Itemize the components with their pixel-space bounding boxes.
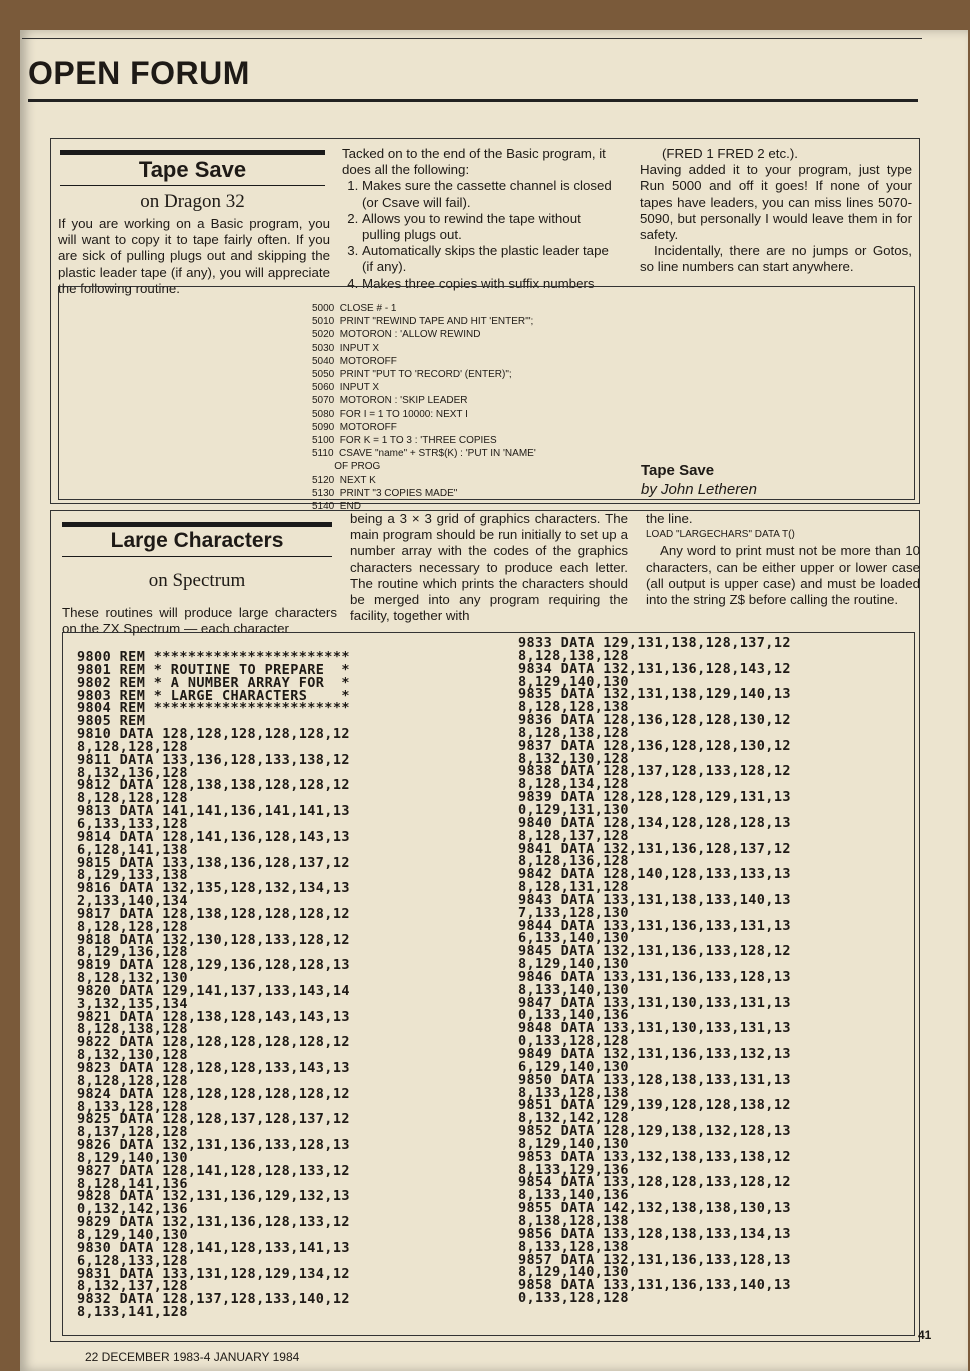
header-rule	[28, 99, 918, 102]
page-number: 41	[918, 1328, 932, 1342]
large-chars-title: Large Characters	[110, 529, 284, 552]
large-chars-load-line: LOAD "LARGECHARS" DATA T()	[646, 529, 795, 541]
large-chars-subtitle: on Spectrum	[148, 570, 246, 591]
tape-save-list	[342, 178, 620, 291]
list-item: 3. Automatically skips the plastic leader tape (if any).	[362, 243, 620, 275]
tape-save-title-underline	[60, 185, 325, 186]
large-chars-col2-text: being a 3 × 3 grid of graphics characters. The main program should be run initially to set up a number array with the codes of the graphics characters necessary to produce each letter. The routine which prints the characters should be merged into any program requiring the facility, together with	[350, 511, 628, 624]
tape-save-intro-text: If you are working on a Basic program, you will want to copy it to tape fairly often. If you are sick of pulling plugs out and skipping the plastic leader tape (if any), you will appreciate the following routine.	[58, 216, 330, 296]
large-chars-title-bar	[62, 522, 332, 527]
tape-save-col2	[342, 146, 620, 292]
list-item: 2. Allows you to rewind the tape without pulling plugs out.	[362, 211, 620, 243]
large-chars-listing-right: 9833 DATA 129,131,138,128,137,12 8,128,138,128 9834 DATA 132,131,136,128,143,12 8,129,140,130 9835 DATA 132,131,138,129,140,13 8,128,128,138 9836 DATA 128,136,128,128,130,12 8,128,138,128 9837 DATA 128,136,128,128,130,12 8,132,130,128 9838 DATA 128,137,128,133,128,12 8,128,134,128 9839 DATA 128,128,128,129,131,13 0,129,131,130 9840 DATA 128,134,128,128,128,13 8,128,137,128 9841 DATA 132,131,136,128,137,12 8,128,136,128 9842 DATA 128,140,128,133,133,13 8,128,131,128 9843 DATA 133,131,138,133,140,13 7,133,128,130 9844 DATA 133,131,136,133,131,13 6,133,140,130 9845 DATA 132,131,136,133,128,12 8,129,140,130 9846 DATA 133,131,136,133,128,13 8,133,140,130 9847 DATA 133,131,130,133,131,13 0,133,140,136 9848 DATA 133,131,130,133,131,13 0,133,128,128 9849 DATA 132,131,136,133,132,13 6,129,140,130 9850 DATA 133,128,138,133,131,13 8,133,128,138 9851 DATA 129,139,128,128,138,12 8,132,142,128 9852 DATA 128,129,138,132,128,13 8,129,140,130 9853 DATA 133,132,138,133,138,12 8,133,129,136 9854 DATA 133,128,128,133,128,12 8,133,140,136 9855 DATA 142,132,138,138,130,13 8,138,128,138 9856 DATA 133,128,138,133,134,13 8,133,128,138 9857 DATA 132,131,136,133,128,13 8,129,140,130 9858 DATA 133,131,136,133,140,13 0,133,128,128	[518, 635, 791, 1307]
tape-save-col3	[640, 146, 912, 276]
tape-save-title-bar	[60, 150, 325, 155]
large-chars-intro-text: These routines will produce large characters on the ZX Spectrum — each character	[62, 605, 337, 637]
tape-save-col2-lead: Tacked on to the end of the Basic program, it does all the following:	[342, 146, 606, 178]
tape-save-col3-p1: (FRED 1 FRED 2 etc.).	[662, 146, 798, 161]
top-rule	[22, 38, 922, 39]
section-title: OPEN FORUM	[28, 55, 250, 91]
large-chars-col2	[350, 511, 628, 624]
tape-save-byline-author: by John Letheren	[641, 481, 757, 498]
tape-save-title: Tape Save	[138, 157, 247, 182]
large-chars-col3	[646, 511, 920, 608]
issue-date: 22 DECEMBER 1983-4 JANUARY 1984	[85, 1350, 300, 1364]
list-item: 4. Makes three copies with suffix numbers	[362, 276, 620, 292]
tape-save-subtitle: on Dragon 32	[140, 191, 245, 212]
large-chars-col3-p1: the line.	[646, 511, 693, 526]
list-item: 1. Makes sure the cassette channel is closed (or Csave will fail).	[362, 178, 620, 210]
tape-save-col3-p3: Incidentally, there are no jumps or Gotos, so line numbers can start anywhere.	[640, 243, 912, 275]
large-chars-title-underline	[62, 556, 332, 557]
large-chars-listing-left: 9800 REM *********************** 9801 REM * ROUTINE TO PREPARE * 9802 REM * A NUMBER ARRAY FOR * 9803 REM * LARGE CHARACTERS * 9804 REM *********************** 9805 REM 9810 DATA 128,128,128,128,128,12 8,128,128,128 9811 DATA 133,136,128,133,138,12 8,132,136,128 9812 DATA 128,138,138,128,128,12 8,128,128,128 9813 DATA 141,141,136,141,141,13 6,133,133,128 9814 DATA 128,141,136,128,143,13 6,128,141,138 9815 DATA 133,138,136,128,137,12 8,129,133,138 9816 DATA 132,135,128,132,134,13 2,133,140,134 9817 DATA 128,138,128,128,128,12 8,128,128,128 9818 DATA 132,130,128,133,128,12 8,129,136,128 9819 DATA 128,129,136,128,128,13 8,128,132,130 9820 DATA 129,141,137,133,143,14 3,132,135,134 9821 DATA 128,138,128,143,143,13 8,128,138,128 9822 DATA 128,128,128,128,128,12 8,132,130,128 9823 DATA 128,128,128,133,143,13 8,128,128,128 9824 DATA 128,128,128,128,128,12 8,133,128,128 9825 DATA 128,128,137,128,137,12 8,137,128,128 9826 DATA 132,131,136,133,128,13 8,129,140,130 9827 DATA 128,141,128,128,133,12 8,128,141,136 9828 DATA 132,131,136,129,132,13 0,132,142,136 9829 DATA 132,131,136,128,133,12 8,129,140,130 9830 DATA 128,141,128,133,141,13 6,128,133,128 9831 DATA 133,131,128,129,134,12 8,132,137,128 9832 DATA 128,137,128,133,140,12 8,133,141,128	[77, 649, 350, 1321]
tape-save-byline-title: Tape Save	[641, 462, 715, 479]
tape-save-col3-p2: Having added it to your program, just type Run 5000 and off it goes! If none of your tapes have leaders, you can miss lines 5070-5090, but personally I would leave them in for safety.	[640, 162, 912, 243]
tape-save-intro	[58, 216, 330, 297]
large-chars-col3-p2: Any word to print must not be more than 10 characters, can be either upper or lower case (all output is upper case) and must be loaded into the string Z$ before calling the routine.	[646, 543, 920, 608]
tape-save-listing: 5000 CLOSE # - 1 5010 PRINT "REWIND TAPE AND HIT 'ENTER'"; 5020 MOTORON : 'ALLOW REWIND 5030 INPUT X 5040 MOTOROFF 5050 PRINT "PUT TO 'RECORD' (ENTER)"; 5060 INPUT X 5070 MOTORON : 'SKIP LEADER 5080 FOR I = 1 TO 10000: NEXT I 5090 MOTOROFF 5100 FOR K = 1 TO 3 : 'THREE COPIES 5110 CSAVE "name" + STR$(K) : 'PUT IN 'NAME' OF PROG 5120 NEXT K 5130 PRINT "3 COPIES MADE" 5140 END	[312, 303, 536, 513]
